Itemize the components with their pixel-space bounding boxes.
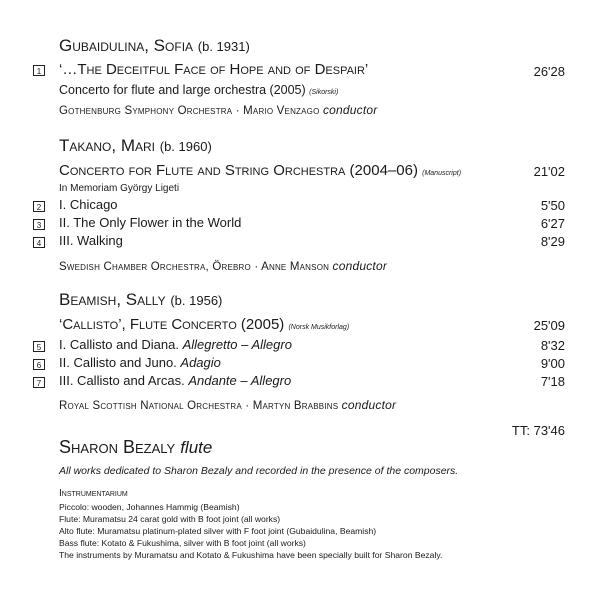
instrument-line: The instruments by Muramatsu and Kotato & Fukushima have been specially built for Sharon Bezaly.	[59, 550, 443, 560]
dedication: In Memoriam György Ligeti	[59, 183, 180, 194]
performers	[59, 259, 387, 273]
movement-duration: 8'32	[540, 338, 565, 353]
movement-title-text: II. Callisto and Juno.	[59, 355, 181, 370]
movement-title	[59, 337, 292, 352]
publisher: (Sikorski)	[309, 89, 339, 96]
publisher: (Manuscript)	[422, 170, 462, 177]
composer-name: Takano, Mari	[59, 136, 156, 155]
movement-title	[59, 355, 221, 370]
composer-born: (b. 1931)	[197, 39, 250, 54]
track-number: 5	[33, 341, 45, 352]
total-time: TT: 73'46	[511, 423, 565, 438]
work-duration: 26'28	[533, 64, 565, 79]
performers-text: Swedish Chamber Orchestra, Örebro · Anne Manson	[59, 261, 330, 273]
performers	[59, 103, 377, 117]
movement-title: III. Walking	[59, 233, 123, 248]
work-title-text: Concerto for Flute and String Orchestra (2004–06)	[59, 162, 418, 179]
movement-duration: 9'00	[540, 356, 565, 371]
performers-text: Gothenburg Symphony Orchestra · Mario Venzago	[59, 105, 320, 117]
movement-duration: 8'29	[540, 234, 565, 249]
track-number: 4	[33, 237, 45, 248]
movement-title-text: III. Callisto and Arcas.	[59, 373, 189, 388]
composer-born: (b. 1956)	[170, 293, 223, 308]
instrument-line: Bass flute: Kotato & Fukushima, silver with B foot joint (all works)	[59, 538, 306, 548]
role: conductor	[332, 259, 388, 273]
composer-born: (b. 1960)	[159, 139, 212, 154]
movement-title: II. The Only Flower in the World	[59, 215, 242, 230]
movement-tempo: Andante – Allegro	[188, 373, 292, 388]
movement-tempo: Adagio	[180, 355, 221, 370]
soloist-name: Sharon Bezaly	[59, 437, 176, 457]
work-duration: 25'09	[533, 318, 565, 333]
track-number: 3	[33, 219, 45, 230]
role: conductor	[322, 103, 378, 117]
track-number: 2	[33, 201, 45, 212]
performers	[59, 398, 396, 412]
instrument-line: Alto flute: Muramatsu platinum-plated silver with F foot joint (Gubaidulina, Beamish)	[59, 526, 377, 536]
instrumentarium-heading: Instrumentarium	[59, 488, 128, 499]
movement-title-text: I. Callisto and Diana.	[59, 337, 183, 352]
composer-name: Beamish, Sally	[59, 290, 166, 309]
composer-name: Gubaidulina, Sofia	[59, 36, 194, 55]
dedication-note: All works dedicated to Sharon Bezaly and recorded in the presence of the composers.	[59, 465, 459, 477]
composer-beamish	[59, 290, 222, 310]
movement-title	[59, 373, 291, 388]
work-title	[59, 316, 349, 333]
soloist	[59, 437, 212, 458]
movement-duration: 5'50	[540, 198, 565, 213]
work-title	[59, 162, 461, 179]
publisher: (Norsk Musikforlag)	[288, 324, 350, 331]
movement-duration: 7'18	[540, 374, 565, 389]
work-title-text: ‘Callisto’, Flute Concerto (2005)	[59, 316, 285, 333]
composer-takano	[59, 136, 212, 156]
instrument-line: Piccolo: wooden, Johannes Hammig (Beamish)	[59, 502, 240, 512]
movement-duration: 6'27	[540, 216, 565, 231]
performers-text: Royal Scottish National Orchestra · Martyn Brabbins	[59, 400, 339, 412]
role: conductor	[341, 398, 397, 412]
track-number: 7	[33, 377, 45, 388]
soloist-instrument: flute	[180, 438, 213, 457]
movement-tempo: Allegretto – Allegro	[182, 337, 292, 352]
instrument-line: Flute: Muramatsu 24 carat gold with B foot joint (all works)	[59, 514, 281, 524]
work-subtitle	[59, 83, 338, 97]
movement-title: I. Chicago	[59, 197, 118, 212]
work-title: ‘…The Deceitful Face of Hope and of Despair’	[59, 61, 369, 78]
work-duration: 21'02	[533, 164, 565, 179]
subtitle-text: Concerto for flute and large orchestra (2005)	[59, 83, 306, 97]
track-number: 6	[33, 359, 45, 370]
composer-gubaidulina	[59, 36, 250, 56]
track-number: 1	[33, 65, 45, 76]
